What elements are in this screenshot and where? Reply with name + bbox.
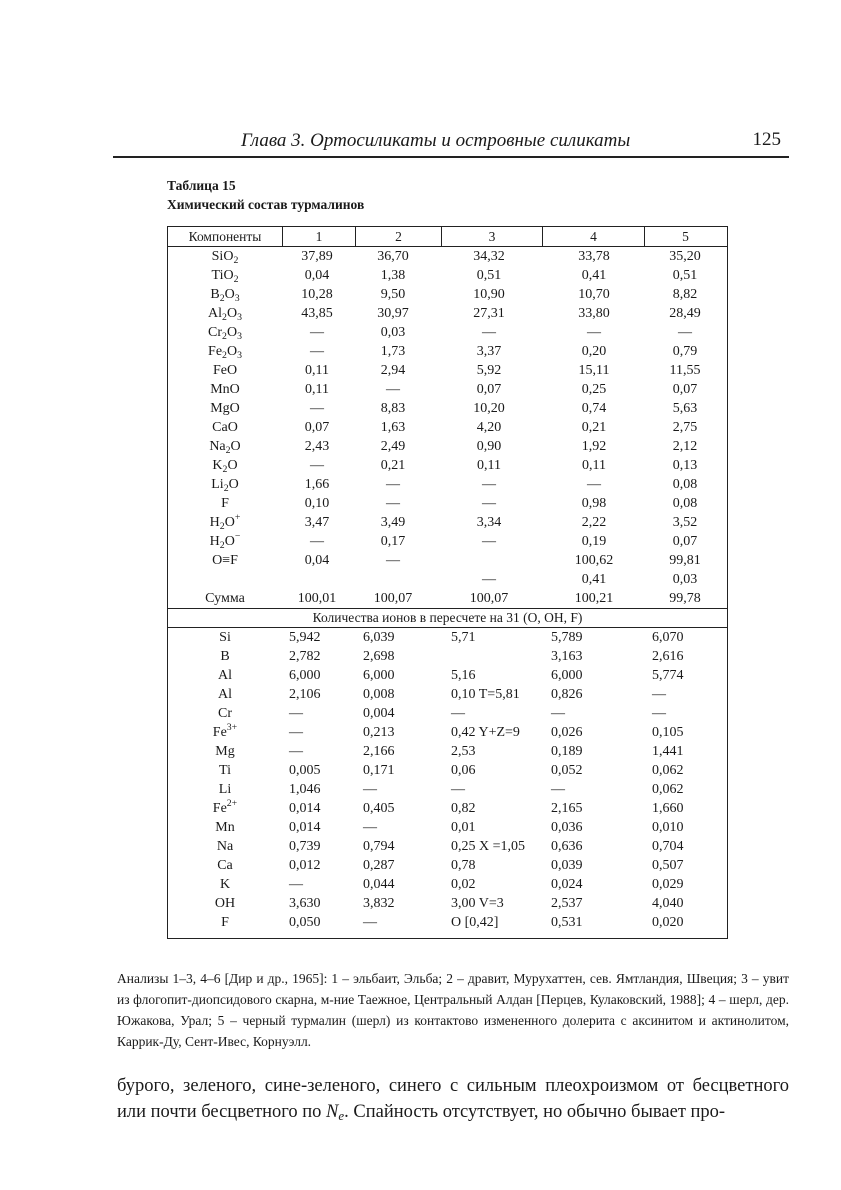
oxide-value-col3: 0,51 xyxy=(476,268,502,283)
oxide-value-col1: — xyxy=(310,534,324,549)
body-paragraph xyxy=(117,1073,789,1125)
oxide-value-col3: 3,34 xyxy=(476,515,502,530)
ion-value-col5: 6,070 xyxy=(652,630,684,645)
ion-value-col4: 0,039 xyxy=(551,858,583,873)
oxide-value-col2: 100,07 xyxy=(373,591,413,606)
oxide-value-col5: 2,12 xyxy=(672,439,698,454)
ion-value-col2: 0,213 xyxy=(363,725,395,740)
oxide-value-col1: — xyxy=(310,401,324,416)
ion-value-col4: 3,163 xyxy=(551,649,583,664)
oxide-value-col5: 0,07 xyxy=(672,382,698,397)
ion-value-col3: 0,82 xyxy=(451,801,476,816)
ion-value-col3: 5,16 xyxy=(451,668,476,683)
column-header-2: 2 xyxy=(355,227,441,246)
oxide-label: $Na_2O$ xyxy=(209,439,241,456)
oxide-value-col4: 0,25 xyxy=(581,382,607,397)
oxide-label: $H_2O^+$ xyxy=(209,512,241,532)
oxide-value-col2: 1,73 xyxy=(380,344,406,359)
oxide-row xyxy=(168,437,727,456)
ion-label: Li xyxy=(218,782,232,797)
oxide-value-col4: 0,20 xyxy=(581,344,607,359)
ion-label: OH xyxy=(214,896,236,911)
oxide-row xyxy=(168,304,727,323)
oxide-label: TiO$_2$ xyxy=(211,268,239,285)
chapter-title: Глава 3. Ортосиликаты и островные силикаты xyxy=(241,130,631,151)
oxide-row xyxy=(168,513,727,532)
ion-value-col4: 0,531 xyxy=(551,915,583,930)
ion-value-col2: 0,405 xyxy=(363,801,395,816)
oxide-row xyxy=(168,494,727,513)
ion-row xyxy=(168,704,727,723)
oxide-row xyxy=(168,570,727,589)
oxide-value-col2: — xyxy=(386,477,400,492)
oxide-value-col2: 8,83 xyxy=(380,401,406,416)
ion-value-col5: 5,774 xyxy=(652,668,684,683)
ion-row xyxy=(168,666,727,685)
ion-value-col1: 0,050 xyxy=(289,915,321,930)
ion-value-col3: — xyxy=(451,782,465,797)
oxide-label: $Li_2O$ xyxy=(211,477,239,494)
oxide-value-col3: 34,32 xyxy=(473,249,505,264)
oxide-row xyxy=(168,285,727,304)
oxide-value-col2: — xyxy=(386,553,400,568)
oxide-label: MgO xyxy=(210,401,240,416)
oxide-value-col5: 99,78 xyxy=(669,591,701,606)
ion-value-col1: 0,014 xyxy=(289,820,321,835)
oxide-value-col5: — xyxy=(678,325,692,340)
refractive-index-subscript: e xyxy=(338,1108,345,1123)
oxide-value-col4: 0,41 xyxy=(581,572,607,587)
ion-label: $Fe^{2+}$ xyxy=(212,798,238,816)
ion-value-col3: 0,42 Y+Z=9 xyxy=(451,725,520,740)
oxide-label: Сумма xyxy=(205,591,245,606)
oxide-value-col5: 0,03 xyxy=(672,572,698,587)
table-number: Таблица 15 xyxy=(167,178,236,193)
oxide-value-col1: 100,01 xyxy=(297,591,337,606)
oxide-value-col2: 0,17 xyxy=(380,534,406,549)
oxide-value-col5: 3,52 xyxy=(672,515,698,530)
ion-value-col5: 0,105 xyxy=(652,725,684,740)
oxide-row xyxy=(168,247,727,266)
oxide-value-col4: 0,41 xyxy=(581,268,607,283)
oxide-value-col4: — xyxy=(587,325,601,340)
oxide-value-col1: — xyxy=(310,458,324,473)
ion-value-col1: 6,000 xyxy=(289,668,321,683)
ion-label: Na xyxy=(216,839,234,854)
oxide-row xyxy=(168,399,727,418)
ion-value-col5: — xyxy=(652,687,666,702)
running-header xyxy=(113,126,789,158)
ion-value-col5: 0,010 xyxy=(652,820,684,835)
ion-value-col1: 0,005 xyxy=(289,763,321,778)
oxide-value-col3: 27,31 xyxy=(473,306,505,321)
oxide-row xyxy=(168,380,727,399)
oxide-value-col3: — xyxy=(482,534,496,549)
ion-value-col4: — xyxy=(551,782,565,797)
ion-value-col2: 0,794 xyxy=(363,839,395,854)
ion-value-col5: 1,441 xyxy=(652,744,684,759)
oxide-value-col5: 5,63 xyxy=(672,401,698,416)
oxide-row xyxy=(168,532,727,551)
oxide-value-col2: 2,49 xyxy=(380,439,406,454)
oxide-value-col1: 0,04 xyxy=(304,553,330,568)
oxide-value-col4: 33,80 xyxy=(578,306,610,321)
oxide-value-col5: 28,49 xyxy=(669,306,701,321)
column-header-5: 5 xyxy=(644,227,726,246)
ion-row xyxy=(168,875,727,894)
ion-value-col1: 1,046 xyxy=(289,782,321,797)
oxide-value-col1: — xyxy=(310,344,324,359)
oxide-label: F xyxy=(221,496,229,511)
oxide-value-col2: — xyxy=(386,496,400,511)
oxide-value-col5: 0,79 xyxy=(672,344,698,359)
ion-label: F xyxy=(221,915,229,930)
oxide-value-col3: 0,11 xyxy=(477,458,501,473)
ion-row xyxy=(168,837,727,856)
oxide-value-col2: 36,70 xyxy=(377,249,409,264)
ion-value-col5: 2,616 xyxy=(652,649,684,664)
oxide-value-col3: — xyxy=(482,325,496,340)
oxide-value-col4: — xyxy=(587,477,601,492)
oxide-value-col3: 3,37 xyxy=(476,344,502,359)
oxide-value-col5: 8,82 xyxy=(672,287,698,302)
oxide-value-col4: 33,78 xyxy=(578,249,610,264)
oxide-row xyxy=(168,342,727,361)
oxide-value-col4: 2,22 xyxy=(581,515,607,530)
ion-label: Mn xyxy=(215,820,235,835)
oxide-row xyxy=(168,475,727,494)
ion-value-col4: 2,537 xyxy=(551,896,583,911)
ion-value-col2: 2,698 xyxy=(363,649,395,664)
ion-value-col2: 0,044 xyxy=(363,877,395,892)
ion-row xyxy=(168,913,727,932)
ion-row xyxy=(168,780,727,799)
ion-value-col1: 0,014 xyxy=(289,801,321,816)
ions-section-title: Количества ионов в пересчете на 31 (O, OH, F) xyxy=(312,610,583,625)
ion-value-col4: 0,189 xyxy=(551,744,583,759)
oxide-value-col4: 0,74 xyxy=(581,401,607,416)
oxide-value-col3: 100,07 xyxy=(469,591,509,606)
ion-value-col2: 0,171 xyxy=(363,763,395,778)
ion-value-col2: 0,008 xyxy=(363,687,395,702)
oxide-value-col3: — xyxy=(482,572,496,587)
oxide-value-col4: 0,11 xyxy=(582,458,606,473)
ion-row xyxy=(168,894,727,913)
ion-label: Ti xyxy=(219,763,231,778)
oxide-value-col1: 3,47 xyxy=(304,515,330,530)
oxide-row xyxy=(168,266,727,285)
oxide-value-col2: 1,63 xyxy=(380,420,406,435)
ion-row xyxy=(168,647,727,666)
ion-value-col2: 0,287 xyxy=(363,858,395,873)
oxide-value-col1: 1,66 xyxy=(304,477,330,492)
ion-label: Al xyxy=(218,687,232,702)
oxide-row xyxy=(168,418,727,437)
ion-value-col3: 3,00 V=3 xyxy=(451,896,504,911)
ion-label: Ca xyxy=(217,858,233,873)
ion-label: Cr xyxy=(218,706,232,721)
ion-row xyxy=(168,628,727,647)
oxide-value-col5: 99,81 xyxy=(669,553,701,568)
oxide-value-col2: 0,21 xyxy=(380,458,406,473)
oxide-value-col2: 30,97 xyxy=(377,306,409,321)
oxide-value-col4: 100,21 xyxy=(574,591,614,606)
oxide-value-col1: 0,07 xyxy=(304,420,330,435)
oxide-value-col4: 1,92 xyxy=(581,439,607,454)
ion-value-col1: 0,012 xyxy=(289,858,321,873)
oxide-label: SiO$_2$ xyxy=(211,249,239,266)
oxide-value-col2: — xyxy=(386,382,400,397)
ion-label: Al xyxy=(218,668,232,683)
oxide-value-col2: 9,50 xyxy=(380,287,406,302)
oxide-value-col3: 10,20 xyxy=(473,401,505,416)
ion-value-col4: 0,024 xyxy=(551,877,583,892)
ion-value-col2: 3,832 xyxy=(363,896,395,911)
column-header-0: Компоненты xyxy=(188,229,262,244)
oxide-value-col4: 10,70 xyxy=(578,287,610,302)
ion-value-col2: — xyxy=(363,782,377,797)
oxide-value-col1: 2,43 xyxy=(304,439,330,454)
oxide-value-col1: 37,89 xyxy=(301,249,333,264)
oxide-value-col4: 15,11 xyxy=(578,363,610,378)
ion-value-col5: 0,704 xyxy=(652,839,684,854)
ion-value-col1: — xyxy=(289,877,303,892)
oxide-label: CaO xyxy=(212,420,238,435)
ion-value-col4: 0,036 xyxy=(551,820,583,835)
oxide-value-col4: 100,62 xyxy=(574,553,614,568)
table-caption xyxy=(167,176,364,214)
oxide-value-col1: 0,04 xyxy=(304,268,330,283)
ion-value-col3: 0,25 X =1,05 xyxy=(451,839,526,854)
oxide-value-col2: 1,38 xyxy=(380,268,406,283)
ion-value-col1: — xyxy=(289,744,303,759)
oxide-value-col3: 10,90 xyxy=(473,287,505,302)
oxide-value-col1: 0,11 xyxy=(305,382,329,397)
ion-value-col1: — xyxy=(289,725,303,740)
ion-value-col5: 0,507 xyxy=(652,858,684,873)
oxide-value-col1: 0,10 xyxy=(304,496,330,511)
oxide-value-col5: 0,07 xyxy=(672,534,698,549)
oxide-value-col1: — xyxy=(310,325,324,340)
ion-value-col4: 0,826 xyxy=(551,687,583,702)
oxide-row xyxy=(168,456,727,475)
composition-table xyxy=(167,226,728,939)
ion-value-col5: 4,040 xyxy=(652,896,684,911)
oxide-value-col1: 43,85 xyxy=(301,306,333,321)
oxide-value-col5: 35,20 xyxy=(669,249,701,264)
ion-label: K xyxy=(219,877,231,892)
oxide-value-col3: — xyxy=(482,477,496,492)
oxide-value-col4: 0,19 xyxy=(581,534,607,549)
oxide-value-col3: 4,20 xyxy=(476,420,502,435)
ion-value-col1: 0,739 xyxy=(289,839,321,854)
ion-value-col4: 0,052 xyxy=(551,763,583,778)
oxide-label: $K_2O$ xyxy=(212,458,238,475)
ion-value-col3: 2,53 xyxy=(451,744,476,759)
oxide-value-col5: 2,75 xyxy=(672,420,698,435)
oxide-row xyxy=(168,589,727,608)
ion-value-col5: — xyxy=(652,706,666,721)
ion-value-col1: 5,942 xyxy=(289,630,321,645)
ion-value-col4: 6,000 xyxy=(551,668,583,683)
ion-value-col4: — xyxy=(551,706,565,721)
ion-value-col5: 1,660 xyxy=(652,801,684,816)
ion-label: B xyxy=(220,649,230,664)
ion-row xyxy=(168,723,727,742)
oxide-value-col5: 0,51 xyxy=(672,268,698,283)
oxide-row xyxy=(168,551,727,570)
ion-value-col2: 6,000 xyxy=(363,668,395,683)
ion-row xyxy=(168,818,727,837)
oxide-row xyxy=(168,361,727,380)
ion-value-col3: 0,10 T=5,81 xyxy=(451,687,520,702)
ion-value-col3: 0,06 xyxy=(451,763,476,778)
ion-row xyxy=(168,761,727,780)
oxide-value-col4: 0,98 xyxy=(581,496,607,511)
ion-value-col3: — xyxy=(451,706,465,721)
ion-value-col3: 0,01 xyxy=(451,820,476,835)
ion-value-col3: 0,02 xyxy=(451,877,476,892)
oxide-label: FeO xyxy=(212,363,238,378)
body-text-end: . Спайность отсутствует, но обычно бывает про- xyxy=(344,1102,726,1122)
oxide-label: $B_2O_3$ xyxy=(210,287,240,304)
oxide-value-col3: 0,90 xyxy=(476,439,502,454)
ion-row xyxy=(168,685,727,704)
oxide-label: MnO xyxy=(210,382,240,397)
table-title: Химический состав турмалинов xyxy=(167,197,365,212)
ion-value-col2: 6,039 xyxy=(363,630,395,645)
oxide-value-col5: 0,08 xyxy=(672,477,698,492)
table-footnote: Анализы 1–3, 4–6 [Дир и др., 1965]: 1 – эльбаит, Эльба; 2 – дравит, Мурухаттен, сев. Ямтландия, Швеция; 3 – увит из флогопит-диопсидового скарна, м-ние Таежное, Центральный Алдан [Перцев, Кулаковский, 1988]; 4 – шерл, дер. Южакова, Урал; 5 – черный турмалин (шерл) из контактово измененного долерита с аксинитом и актинолитом, Каррик-Ду, Сент-Ивес, Корнуэлл. xyxy=(117,971,789,1049)
ion-value-col1: 3,630 xyxy=(289,896,321,911)
ion-value-col1: 2,782 xyxy=(289,649,321,664)
ion-label: $Fe^{3+}$ xyxy=(212,722,238,740)
ion-label: Mg xyxy=(215,744,235,759)
ion-value-col4: 0,026 xyxy=(551,725,583,740)
table-header-row xyxy=(168,227,727,247)
ion-value-col2: 0,004 xyxy=(363,706,395,721)
ion-value-col5: 0,029 xyxy=(652,877,684,892)
ion-value-col3: 5,71 xyxy=(451,630,476,645)
ion-label: Si xyxy=(219,630,231,645)
ion-value-col4: 2,165 xyxy=(551,801,583,816)
oxide-value-col4: 0,21 xyxy=(581,420,607,435)
column-header-4: 4 xyxy=(542,227,644,246)
ion-row xyxy=(168,742,727,761)
oxide-value-col5: 0,13 xyxy=(672,458,698,473)
ion-value-col5: 0,020 xyxy=(652,915,684,930)
oxide-value-col2: 3,49 xyxy=(380,515,406,530)
oxide-value-col1: 10,28 xyxy=(301,287,333,302)
ion-value-col4: 0,636 xyxy=(551,839,583,854)
ion-value-col3: O [0,42] xyxy=(451,915,499,930)
ion-value-col2: 2,166 xyxy=(363,744,395,759)
column-header-1: 1 xyxy=(282,227,355,246)
ion-value-col2: — xyxy=(363,820,377,835)
oxide-label: O≡F xyxy=(212,553,238,568)
oxide-value-col3: 5,92 xyxy=(476,363,502,378)
oxide-label: $Al_2O_3$ xyxy=(208,306,242,323)
ion-value-col4: 5,789 xyxy=(551,630,583,645)
ion-row xyxy=(168,856,727,875)
oxide-value-col1: 0,11 xyxy=(305,363,329,378)
oxide-value-col2: 0,03 xyxy=(380,325,406,340)
oxide-label: $H_2O^-$ xyxy=(209,531,241,551)
ion-value-col3: 0,78 xyxy=(451,858,476,873)
ion-value-col5: 0,062 xyxy=(652,763,684,778)
ion-value-col1: — xyxy=(289,706,303,721)
oxide-value-col5: 11,55 xyxy=(669,363,701,378)
ion-value-col5: 0,062 xyxy=(652,782,684,797)
body-text-start: бурого, зеленого, сине-зеленого, синего с сильным плеохроизмом от бесцветного или почти бесцветного по xyxy=(117,1076,789,1122)
page-number: 125 xyxy=(752,129,781,150)
column-header-3: 3 xyxy=(441,227,542,246)
oxide-label: $Fe_2O_3$ xyxy=(208,344,242,361)
oxide-value-col2: 2,94 xyxy=(380,363,406,378)
oxide-label: $Cr_2O_3$ xyxy=(208,325,242,342)
refractive-index-symbol: N xyxy=(326,1102,339,1122)
oxide-value-col3: — xyxy=(482,496,496,511)
oxide-value-col5: 0,08 xyxy=(672,496,698,511)
ion-value-col1: 2,106 xyxy=(289,687,321,702)
ion-value-col2: — xyxy=(363,915,377,930)
oxide-value-col3: 0,07 xyxy=(476,382,502,397)
ion-row xyxy=(168,799,727,818)
oxide-row xyxy=(168,323,727,342)
